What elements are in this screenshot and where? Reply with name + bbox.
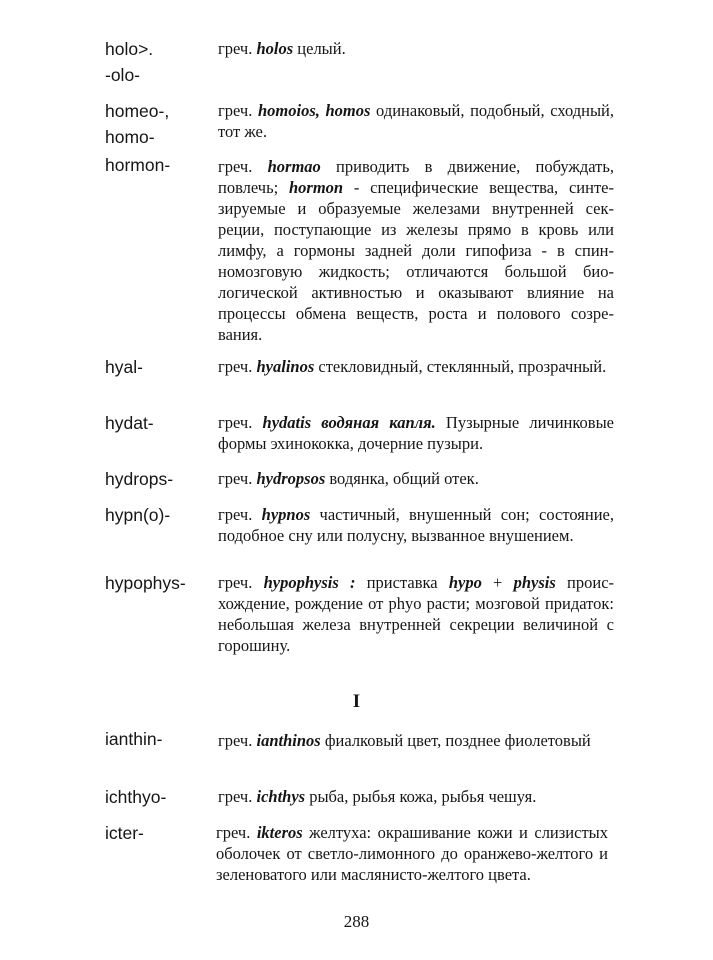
definition-text: греч. bbox=[218, 101, 258, 120]
entry-term-line: icter- bbox=[105, 823, 144, 843]
entry-term bbox=[105, 36, 211, 88]
greek-source-word: hormon bbox=[289, 178, 344, 197]
entry-term bbox=[105, 726, 211, 752]
greek-source-word: holos bbox=[256, 39, 294, 58]
definition-text: греч. bbox=[218, 357, 257, 376]
entry-term bbox=[105, 820, 211, 846]
definition-text: греч. bbox=[218, 505, 262, 524]
definition-text: + bbox=[481, 573, 514, 592]
greek-source-word: ichthys bbox=[256, 787, 306, 806]
entry-term bbox=[105, 98, 211, 150]
definition-text: греч. bbox=[218, 787, 257, 806]
entry-term-line: hypn(o)- bbox=[105, 505, 171, 525]
entry-term-line: hypophys- bbox=[105, 573, 186, 593]
entry-term-line: -olo- bbox=[105, 65, 141, 85]
entry-term bbox=[105, 570, 211, 596]
definition-text: желтуха: окрашивание кожи и слизистых оболочек от светло-лимонного до оранжево-желтого и зеленоватого или маслянисто-желтого цвета. bbox=[216, 823, 608, 884]
entry-definition bbox=[216, 822, 608, 885]
entry-term-line: hyal- bbox=[105, 357, 143, 377]
definition-text: стекловидный, стеклянный, прозрачный. bbox=[314, 357, 607, 376]
definition-text: - специфические вещества, синтезируемые и образуемые железами внутренней секреции, поступающие из железы прямо в кровь или лимфу, а гормоны задней доли гипофиза - в спинномозговую жидкость; отличаются большой биологической активностью и оказывают влияние на процессы обмена веществ, роста и полового созревания. bbox=[218, 178, 614, 344]
entry-term-line: hydrops- bbox=[105, 469, 174, 489]
definition-text: греч. bbox=[218, 39, 257, 58]
definition-text: приводить в движение, побуждать, повлечь; bbox=[218, 157, 614, 197]
definition-text: приставка bbox=[355, 573, 449, 592]
definition-text: греч. bbox=[218, 413, 263, 432]
entry-term-line: hormon- bbox=[105, 155, 171, 175]
entry-definition bbox=[218, 786, 598, 807]
entry-definition bbox=[218, 730, 598, 751]
definition-text: рыба, рыбья кожа, рыбья чешуя. bbox=[305, 787, 537, 806]
greek-source-word: physis bbox=[513, 573, 556, 592]
greek-source-word: ikteros bbox=[256, 823, 303, 842]
greek-source-word: homoios, homos bbox=[257, 101, 371, 120]
greek-source-word: hormao bbox=[267, 157, 321, 176]
entry-term-line: homeo-, bbox=[105, 101, 170, 121]
entry-definition bbox=[218, 572, 614, 656]
definition-text: Пузырные личинковые формы эхинококка, дочерние пузыри. bbox=[218, 413, 614, 453]
page-number: 288 bbox=[343, 912, 370, 931]
entry-term-line: ichthyo- bbox=[105, 787, 167, 807]
definition-text: греч. bbox=[218, 573, 264, 592]
entry-definition bbox=[218, 504, 614, 546]
entry-definition bbox=[218, 356, 614, 377]
entry-term bbox=[105, 502, 211, 528]
entry-term bbox=[105, 410, 211, 436]
greek-source-word: ianthinos bbox=[256, 731, 321, 750]
definition-text: водянка, общий отек. bbox=[325, 469, 479, 488]
greek-source-word: hypo bbox=[448, 573, 482, 592]
entry-definition bbox=[218, 412, 614, 454]
entry-definition bbox=[218, 156, 614, 345]
entry-term bbox=[105, 466, 211, 492]
entry-term bbox=[105, 152, 211, 178]
definition-text: греч. bbox=[216, 823, 257, 842]
entry-term bbox=[105, 354, 211, 380]
section-letter-heading: I bbox=[352, 691, 361, 712]
entry-term-line: holo>. bbox=[105, 39, 154, 59]
entry-definition bbox=[218, 468, 614, 489]
definition-text: греч. bbox=[218, 157, 268, 176]
entry-term bbox=[105, 784, 211, 810]
entry-term-line: hydat- bbox=[105, 413, 154, 433]
definition-text: греч. bbox=[218, 469, 257, 488]
definition-text: одинаковый, подобный, сходный, тот же. bbox=[218, 101, 615, 141]
greek-source-word: hydatis водяная капля. bbox=[262, 413, 436, 432]
entry-definition bbox=[218, 38, 614, 59]
greek-source-word: hyalinos bbox=[256, 357, 315, 376]
greek-source-word: hydropsos bbox=[256, 469, 326, 488]
greek-source-word: hypnos bbox=[261, 505, 311, 524]
definition-text: целый. bbox=[293, 39, 346, 58]
entry-term-line: ianthin- bbox=[105, 729, 163, 749]
definition-text: происхождение, рождение от phyo расти; мозговой придаток: небольшая железа внутренней секреции величиной с горошину. bbox=[218, 573, 615, 655]
entry-definition bbox=[218, 100, 614, 142]
definition-text: частичный, внушенный сон; состояние, подобное сну или полусну, вызванное внушением. bbox=[218, 505, 614, 545]
entry-term-line: homo- bbox=[105, 127, 155, 147]
definition-text: фиалковый цвет, позднее фиолетовый bbox=[320, 731, 591, 750]
greek-source-word: hypophysis : bbox=[263, 573, 356, 592]
definition-text: греч. bbox=[218, 731, 257, 750]
